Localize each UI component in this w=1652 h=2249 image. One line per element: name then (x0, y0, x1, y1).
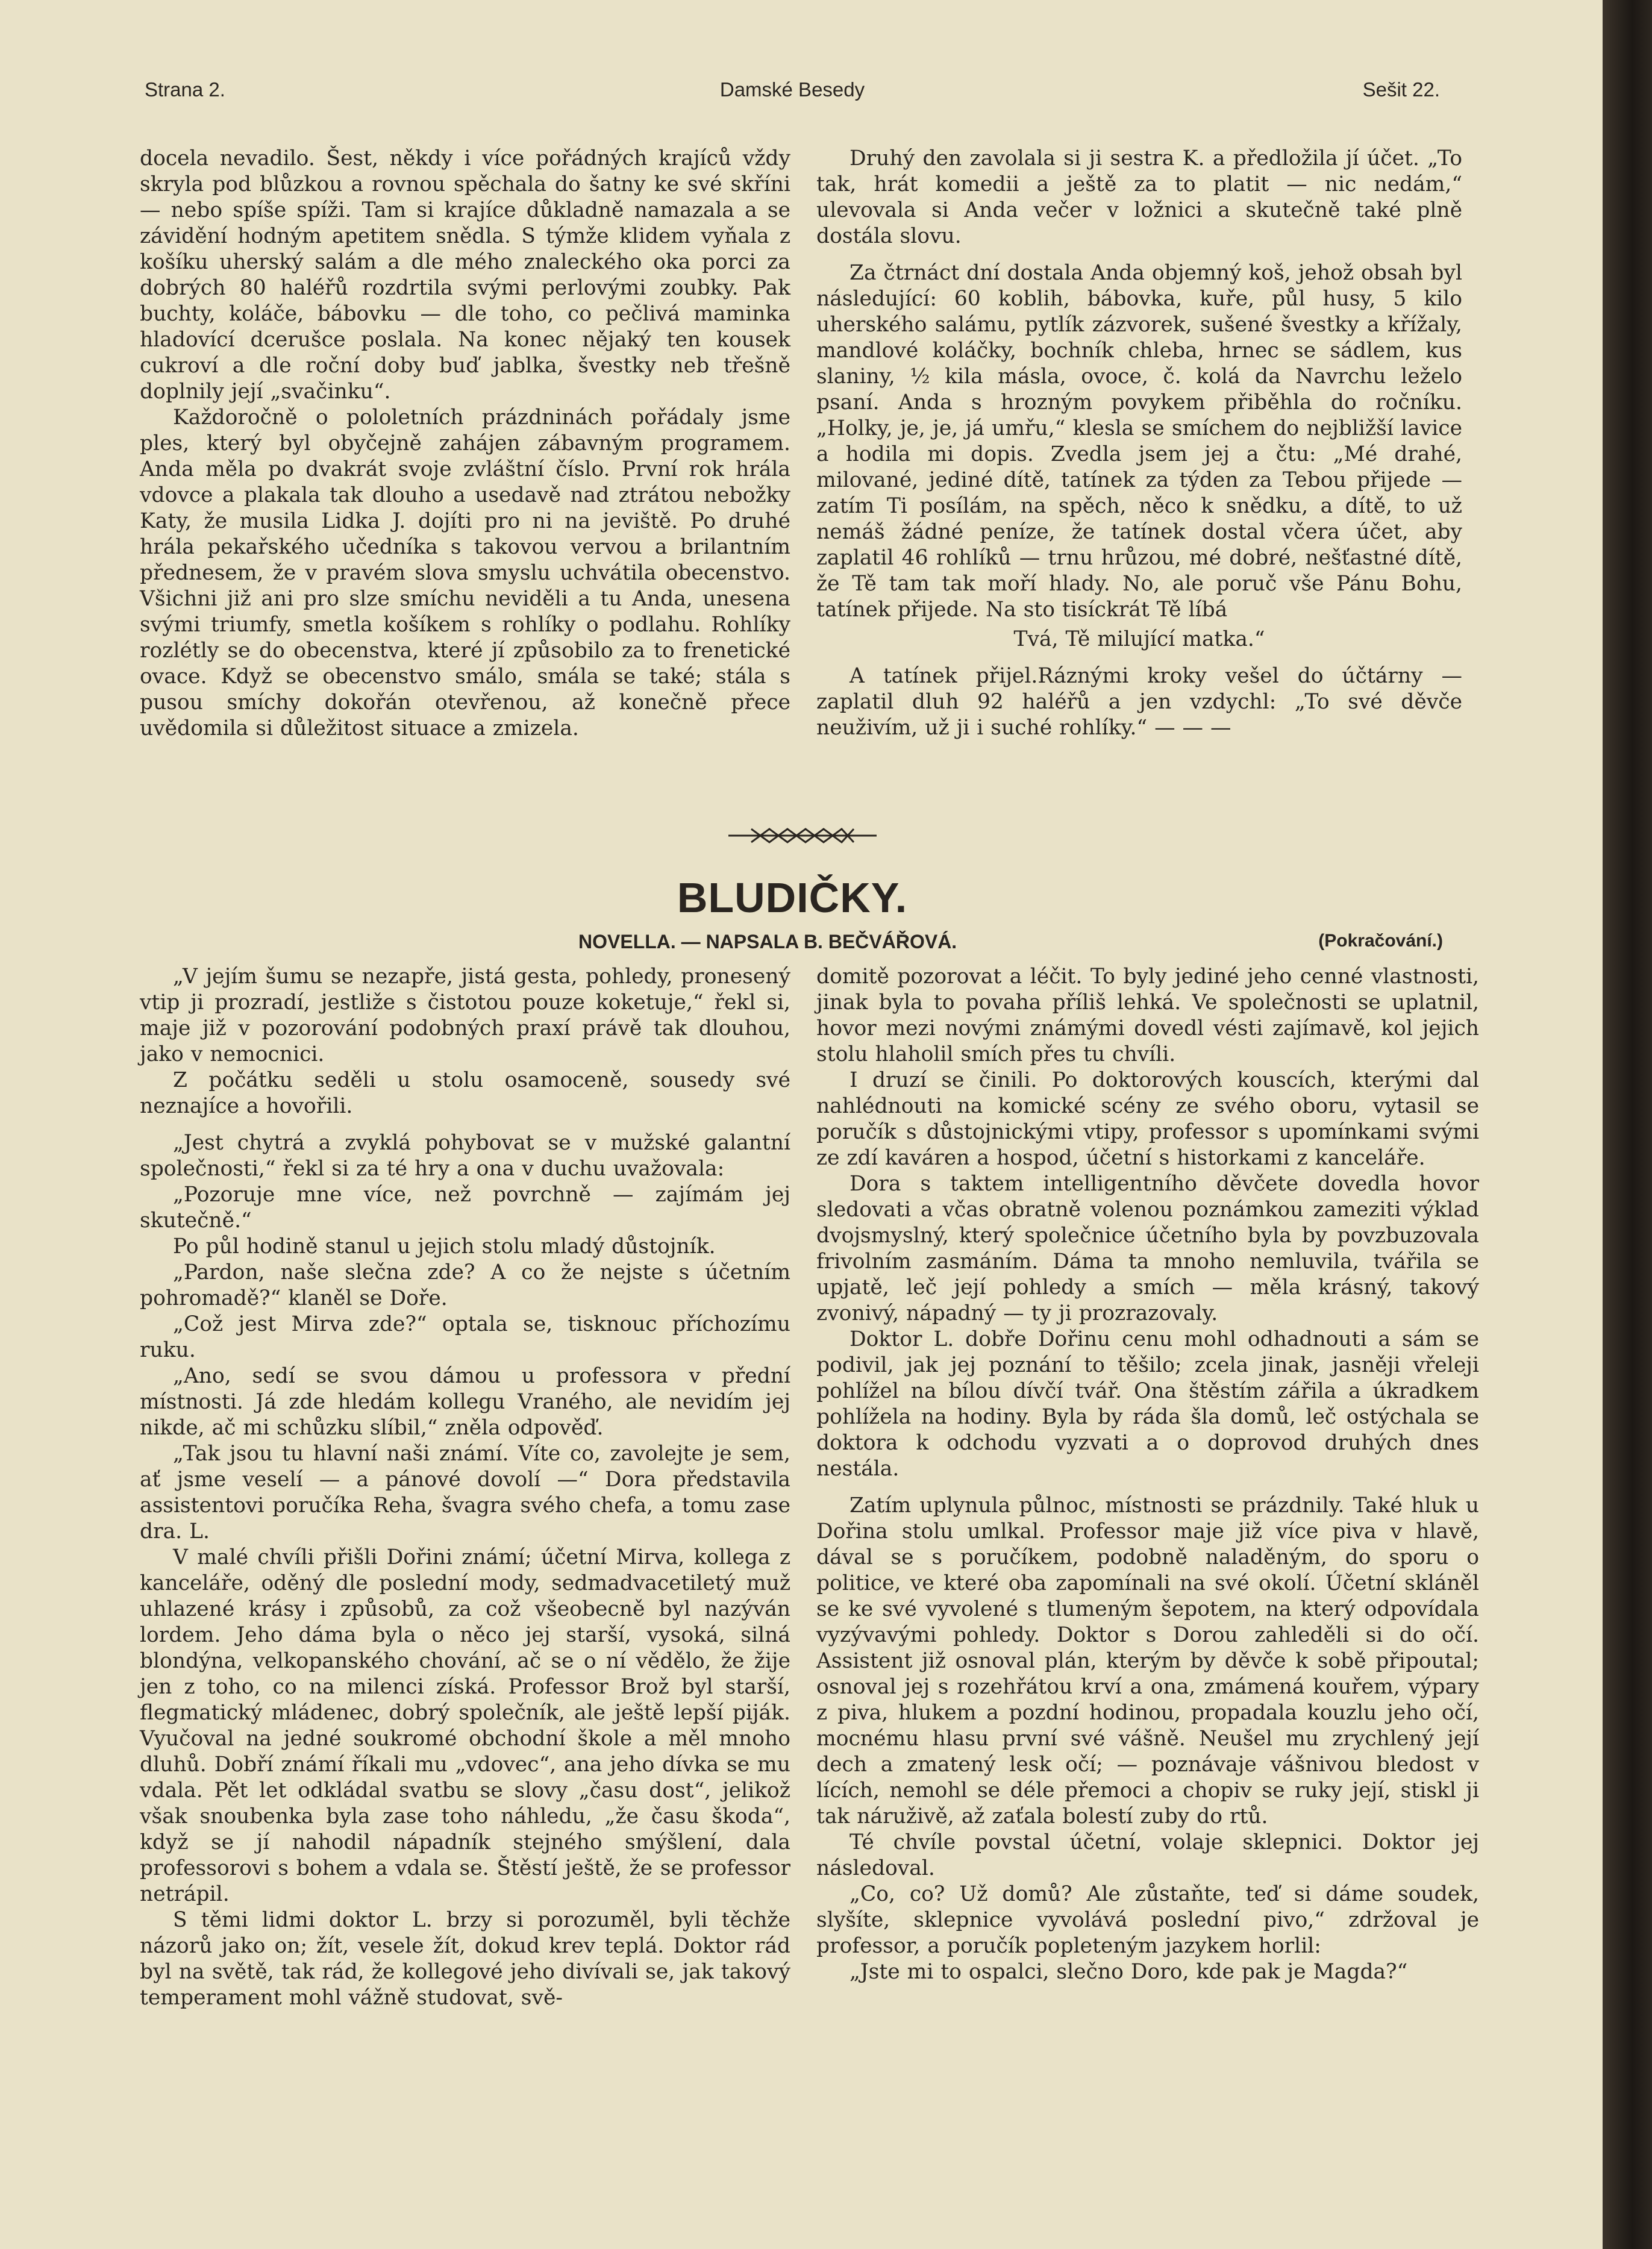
paragraph: Z počátku seděli u stolu osamoceně, sousedy své neznajíce a hovořili. (140, 1068, 790, 1118)
paragraph: I druzí se činili. Po doktorových kouscích, kterými dal nahlédnouti na komické scény ze svého oboru, vytasil se poručík s důstojnickými vtipy, professor s upomínkami svými ze zdí kaváren a hospod, účetní s historkami z kanceláře. (816, 1068, 1479, 1170)
story-title: BLUDIČKY. (677, 874, 908, 921)
letter-signature: Tvá, Tě milující matka.“ (1013, 627, 1265, 651)
paragraph: „Pozoruje mne více, než povrchně — zajímám jej skutečně.“ (140, 1183, 790, 1233)
paragraph: docela nevadilo. Šest, někdy i více pořádných krajíců vždy skryla pod blůzkou a rovnou spěchala do šatny ke své skříni — nebo spíše spíži. Tam si krajíce důkladně namazala a se závidění hodným apetitem snědla. S týmže klidem vyňala z košíku uherský salám a dle mého znaleckého oka porci za dobrých 80 haléřů rozdrtila svými perlovými zoubky. Pak buchty, koláče, bábovku — dle toho, co pečlivá maminka hladovící dcerušce poslala. Na konec nějaký ten kousek cukroví a dle roční doby buď jablka, švestky neb třešně doplnily její „svačinku“. (140, 146, 790, 404)
top-left-column (140, 146, 790, 742)
top-right-column (816, 146, 1462, 741)
paragraph: Po půl hodině stanul u jejich stolu mladý důstojník. (173, 1234, 716, 1259)
paragraph: „Jste mi to ospalci, slečno Doro, kde pak je Magda?“ (849, 1960, 1408, 1984)
running-header (145, 78, 1440, 114)
paragraph: „Jest chytrá a zvyklá pohybovat se v mužské galantní společnosti,“ řekl si za té hry a ona v duchu uvažovala: (140, 1131, 790, 1181)
paragraph: Každoročně o pololetních prázdninách pořádaly jsme ples, který byl obyčejně zahájen zábavným programem. Anda měla po dvakrát svoje zvláštní číslo. První rok hrála vdovce a plakala tak dlouho a usedavě nad ztrátou nebožky Katy, že musila Lidka J. dojíti pro ni na jeviště. Po druhé hrála pekařského učedníka s takovou vervou a brilantním přednesem, že v pravém slova smyslu uchvátila obecenstvo. Všichni již ani pro slze smíchu neviděli a tu Anda, unesena svými triumfy, smetla košíkem s rohlíky o podlahu. Rohlíky rozlétly se do obecenstva, které jí způsobilo za to frenetické ovace. Když se obecenstvo smálo, smála se také; stála s pusou smíchy dokořán otevřenou, až konečně přece uvědomila si důležitost situace a zmizela. (140, 405, 790, 740)
bottom-left-column (140, 964, 790, 2011)
paragraph: „Pardon, naše slečna zde? A co že nejste s účetním pohromadě?“ klaněl se Doře. (140, 1260, 790, 1310)
issue-number: Sešit 22. (1362, 78, 1440, 101)
paragraph: Zatím uplynula půlnoc, místnosti se prázdnily. Také hluk u Dořina stolu umlkal. Professor maje již více piva v hlavě, dával se s poručíkem, podobně naladěným, do sporu o politice, ve které oba zapomínali na své okolí. Účetní skláněl se ke své vyvolené s tlumeným šepotem, na který odpovídala vyzývavými pohledy. Doktor s Dorou zahleděli si do očí. Assistent již osnoval plán, kterým by děvče k sobě připoutal; osnoval jej s rozehřátou krví a ona, zmámená kouřem, výpary z piva, hlukem a pozdní hodinou, propadala kouzlu jeho očí, mocnému hlasu první své vášně. Neušel mu zrychlený její dech a zmatený lesk očí; — poznávaje vášnivou bledost v lících, nemohl se déle přemoci a chopiv se ruky její, stiskl ji tak náruživě, až zaťala bolestí zuby do rtů. (816, 1494, 1479, 1828)
paragraph: Té chvíle povstal účetní, volaje sklepnici. Doktor jej následoval. (816, 1830, 1479, 1880)
paragraph: A tatínek přijel.Ráznými kroky vešel do účtárny — zaplatil dluh 92 haléřů a jen vzdychl: „To své děvče neuživím, už ji i suché rohlíky.“ — — — (816, 664, 1462, 740)
paragraph: Doktor L. dobře Dořinu cenu mohl odhadnouti a sám se podivil, jak jej poznání to těšilo; zcela jinak, jasněji vřeleji pohlížel na bílou dívčí tvář. Ona štěstím zářila a úkradkem pohlížela na hodiny. Byla by ráda šla domů, leč ostýchala se doktora k odchodu vyzvati a o doprovod druhých dnes nestála. (816, 1327, 1479, 1481)
paragraph: Za čtrnáct dní dostala Anda objemný koš, jehož obsah byl následující: 60 koblih, bábovka, kuře, půl husy, 5 kilo uherského salámu, pytlík zázvorek, sušené švestky a křížaly, mandlové koláčky, bochník chleba, hrnec se sádlem, kus slaniny, ½ kila másla, ovoce, č. kolá da Navrchu leželo psaní. Anda s hrozným povykem přiběhla do ročníku. „Holky, je, je, já umřu,“ klesla se smíchem do nejbližší lavice a hodila mi dopis. Zvedla jsem jej a čtu: „Mé drahé, milované, jediné dítě, tatínek za týden za Tebou přijede — zatím Ti posílám, na spěch, něco k snědku, a dítě, to už nemáš žádné peníze, že tatínek dostal včera účet, aby zaplatil 46 rohlíků — trnu hrůzou, mé dobré, nešťastné dítě, že Tě tam tak moří hlady. No, ale poruč vše Pánu Bohu, tatínek přijede. Na sto tisíckrát Tě líbá (816, 261, 1462, 622)
book-spine (1603, 0, 1652, 2249)
continuation-note: (Pokračování.) (1318, 931, 1443, 951)
story-byline: NOVELLA. — NAPSALA B. BEČVÁŘOVÁ. (578, 931, 957, 952)
magazine-title: Damské Besedy (719, 78, 865, 101)
paragraph: domitě pozorovat a léčit. To byly jediné jeho cenné vlastnosti, jinak byla to povaha příliš lehká. Ve společnosti se uplatnil, hovor mezi novými známými dovedl vésti zajímavě, kol jejich stolu hlaholil smích přes tu chvíli. (816, 965, 1479, 1066)
paragraph: „V jejím šumu se nezapře, jistá gesta, pohledy, pronesený vtip ji prozradí, jestliže s čistotou pouze koketuje,“ řekl si, maje již v pozorování podobných praxí právě tak dlouhou, jako v nemocnici. (140, 965, 790, 1066)
paragraph: Dora s taktem intelligentního děvčete dovedla hovor sledovati a včas obratně volenou poznámkou zameziti výklad dvojsmyslný, který společnice účetního byla by povzbuzovala frivolním zasmáním. Dáma ta mnoho nemluvila, tvářila se upjatě, leč její pohledy a smích — měla krásný, takový zvonivý, nápadný — ty ji prozrazovaly. (816, 1172, 1479, 1325)
ornament-divider (727, 821, 878, 851)
paragraph: V malé chvíli přišli Dořini známí; účetní Mirva, kollega z kanceláře, oděný dle poslední mody, sedmadvacetiletý muž uhlazené krásy i způsobů, za což všeobecně byl nazýván lordem. Jeho dáma byla o něco jej starší, vysoká, silná blondýna, velkopanského chování, ač se o ní vědělo, že žije jen z toho, co na milenci získá. Professor Brož byl starší, flegmatický mládenec, dobrý společník, ale ještě lepší piják. Vyučoval na jedné soukromé obchodní škole a měl mnoho dluhů. Dobří známí říkali mu „vdovec“, ana jeho dívka se mu vdala. Pět let odkládal svatbu se slovy „času dost“, jelikož však snoubenka byla zase toho náhledu, „že času škoda“, když se jí nahodil nápadník stejného smýšlení, dala professorovi s bohem a vdala se. Štěstí ještě, že se professor netrápil. (140, 1545, 790, 1906)
paragraph: „Což jest Mirva zde?“ optala se, tisknouc příchozímu ruku. (140, 1312, 790, 1362)
paragraph: „Ano, sedí se svou dámou u professora v přední místnosti. Já zde hledám kollegu Vraného, ale nevidím jej nikde, ač mi schůzku slíbil,“ zněla odpověď. (140, 1364, 790, 1440)
paragraph: „Co, co? Už domů? Ale zůstaňte, teď si dáme soudek, slyšíte, sklepnice vyvolává poslední pivo,“ zdržoval je professor, a poručík popleteným jazykem horlil: (816, 1882, 1479, 1958)
paragraph: S těmi lidmi doktor L. brzy si porozuměl, byli těchže názorů jako on; žít, vesele žít, dokud krev teplá. Doktor rád byl na světě, tak rád, že kollegové jeho divívali se, jak takový temperament mohl vážně studovat, svě- (140, 1908, 790, 2010)
paragraph: „Tak jsou tu hlavní naši známí. Víte co, zavolejte je sem, ať jsme veselí — a pánové dovolí —“ Dora představila assistentovi poručíka Reha, švagra svého chefa, a tomu zase dra. L. (140, 1442, 790, 1544)
page-number: Strana 2. (145, 78, 225, 101)
bottom-right-column (816, 964, 1479, 1985)
paragraph: Druhý den zavolala si ji sestra K. a předložila jí účet. „To tak, hrát komedii a ještě za to platit — nic nedám,“ ulevovala si Anda večer v ložnici a skutečně také plně dostála slovu. (816, 146, 1462, 248)
